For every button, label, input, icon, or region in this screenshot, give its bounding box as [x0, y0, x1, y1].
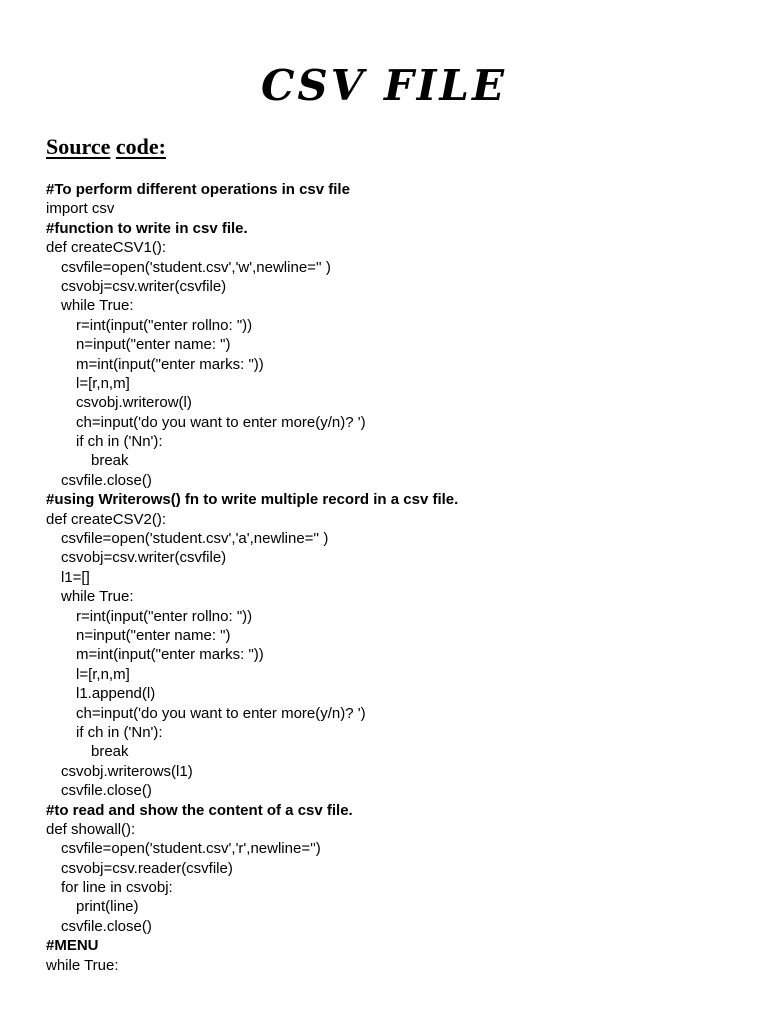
- code-line: for line in csvobj:: [61, 879, 173, 897]
- code-line: csvfile.close(): [61, 782, 152, 800]
- code-line: while True:: [46, 956, 119, 974]
- source-code-block: [46, 180, 746, 975]
- code-line: if ch in ('Nn'):: [76, 433, 163, 451]
- code-line: csvobj.writerow(l): [76, 394, 192, 412]
- code-comment-line: #to read and show the content of a csv file.: [46, 801, 353, 819]
- code-line: ch=input('do you want to enter more(y/n)? '): [76, 704, 366, 722]
- code-comment-line: #MENU: [46, 937, 99, 955]
- code-line: csvobj=csv.writer(csvfile): [61, 277, 227, 295]
- code-line: csvfile.close(): [61, 917, 152, 935]
- code-line: while True:: [61, 588, 134, 606]
- code-line: l1=[]: [61, 568, 90, 586]
- section-heading-word-code: code:: [115, 134, 166, 159]
- code-line: m=int(input("enter marks: ")): [76, 646, 264, 664]
- code-line: l=[r,n,m]: [76, 374, 130, 392]
- code-line: csvobj.writerows(l1): [61, 762, 193, 780]
- code-line: n=input("enter name: "): [76, 626, 231, 644]
- code-line: csvobj=csv.writer(csvfile): [61, 549, 227, 567]
- code-comment-line: #To perform different operations in csv file: [46, 181, 350, 198]
- code-line: def showall():: [46, 820, 136, 838]
- code-line: csvfile=open('student.csv','r',newline=''): [61, 840, 321, 858]
- code-line: csvfile=open('student.csv','w',newline='' ): [61, 258, 331, 276]
- code-line: l=[r,n,m]: [76, 665, 130, 683]
- section-heading-word-source: Source: [46, 134, 111, 159]
- code-line: csvfile=open('student.csv','a',newline='' ): [61, 530, 329, 548]
- section-heading: [46, 133, 166, 161]
- code-line: r=int(input("enter rollno: ")): [76, 316, 253, 334]
- code-line: if ch in ('Nn'):: [76, 723, 163, 741]
- code-line: csvfile.close(): [61, 471, 152, 489]
- code-line: break: [91, 452, 129, 470]
- code-line: l1.append(l): [76, 685, 156, 703]
- code-line: def createCSV1():: [46, 239, 167, 257]
- code-line: print(line): [76, 898, 139, 916]
- code-comment-line: #using Writerows() fn to write multiple record in a csv file.: [46, 491, 459, 509]
- code-line: r=int(input("enter rollno: ")): [76, 607, 253, 625]
- document-title: CSV FILE: [261, 61, 507, 110]
- code-line: ch=input('do you want to enter more(y/n)? '): [76, 413, 366, 431]
- code-line: n=input("enter name: "): [76, 336, 231, 354]
- code-line: csvobj=csv.reader(csvfile): [61, 859, 233, 877]
- code-line: while True:: [61, 297, 134, 315]
- code-line: break: [91, 743, 129, 761]
- code-line: import csv: [46, 200, 115, 218]
- code-line: def createCSV2():: [46, 510, 167, 528]
- code-comment-line: #function to write in csv file.: [46, 219, 248, 237]
- code-line: m=int(input("enter marks: ")): [76, 355, 264, 373]
